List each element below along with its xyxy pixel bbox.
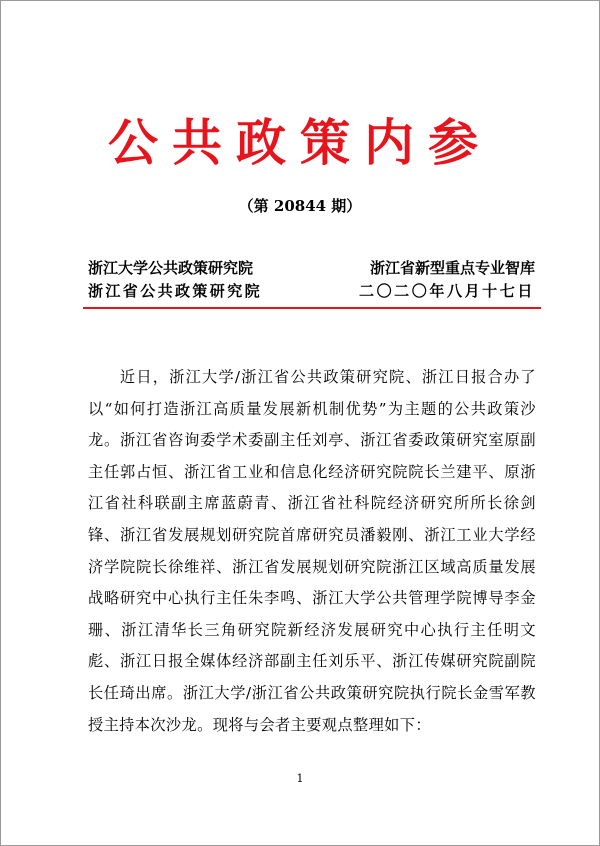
publication-date: 二〇二〇年八月十七日 — [358, 282, 535, 300]
think-tank-label: 浙江省新型重点专业智库 — [369, 259, 535, 277]
publisher-name: 浙江大学公共政策研究院 — [88, 259, 254, 277]
masthead-title: 公共政策内参 — [108, 113, 492, 172]
issue-number: （第 20844 期） — [238, 197, 362, 215]
publisher-name-2: 浙江省公共政策研究院 — [88, 282, 263, 300]
body-paragraph: 近日，浙江大学/浙江省公共政策研究院、浙江日报合办了以“如何打造浙江高质量发展新机制优势”为主题的公共政策沙龙。浙江省咨询委学术委副主任刘亭、浙江省委政策研究室原副主任郭占恒、浙江省工业和信息化经济研究院院长兰建平、原浙江省社科联副主席蓝蔚青、浙江省社科院经济研究所所长徐剑锋、浙江省发展规划研究院首席研究员潘毅刚、浙江工业大学经济学院院长徐维祥、浙江省发展规划研究院浙江区域高质量发展战略研究中心执行主任朱李鸣、浙江大学公共管理学院博导李金珊、浙江清华长三角研究院新经济发展研究中心执行主任明文彪、浙江日报全媒体经济部副主任刘乐平、浙江传媒研究院副院长任琦出席。浙江大学/浙江省公共政策研究院执行院长金雪军教授主持本次沙龙。现将与会者主要观点整理如下： — [88, 368, 536, 734]
header-divider — [83, 307, 541, 309]
page-number: 1 — [296, 772, 304, 785]
